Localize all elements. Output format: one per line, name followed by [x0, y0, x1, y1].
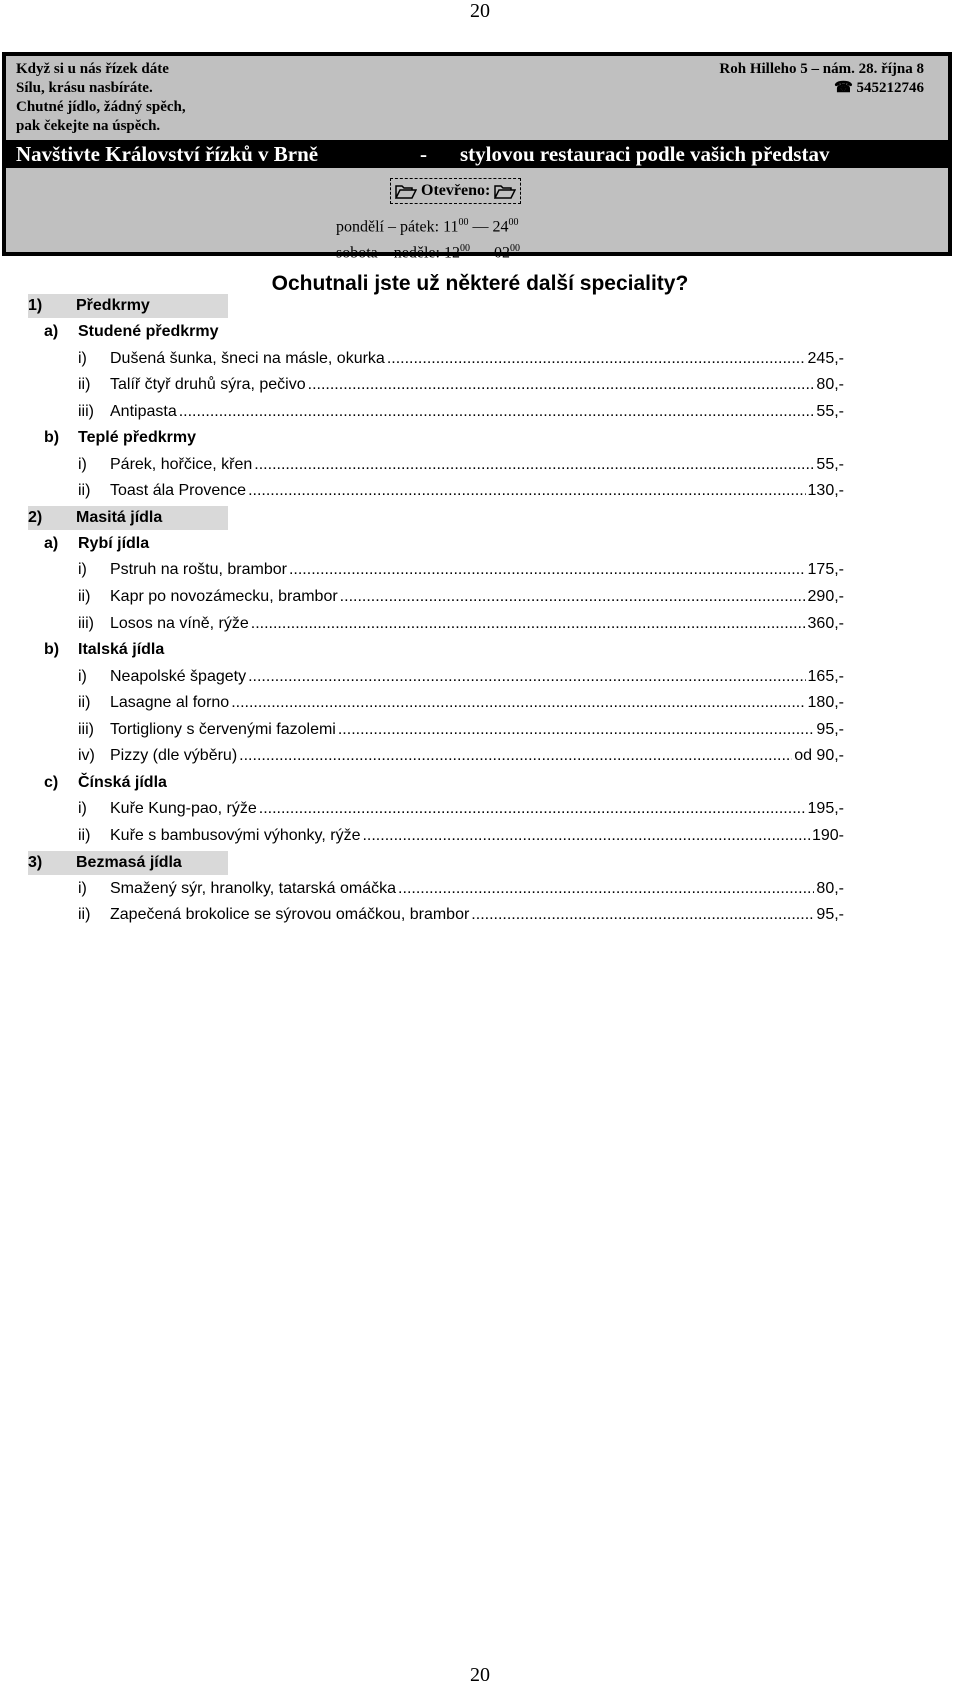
weekend-label: sobota – neděle: 12 [336, 244, 460, 262]
item-price: 80,- [816, 880, 844, 897]
menu-item [78, 479, 844, 503]
section-heading [28, 851, 228, 875]
item-name: Neapolské špagety [110, 668, 247, 685]
opening-hours [336, 212, 520, 265]
item-number: i) [78, 456, 87, 473]
item-number: ii) [78, 376, 91, 393]
leader-dots [387, 347, 806, 371]
opened-text: Otevřeno: [421, 182, 491, 199]
item-number: i) [78, 880, 87, 897]
weekday-open-minutes: 00 [458, 217, 469, 228]
item-number: ii) [78, 588, 91, 605]
item-price: 165,- [807, 668, 844, 685]
subsection-heading [44, 771, 167, 795]
leader-dots [338, 718, 815, 742]
section-heading [28, 506, 228, 530]
slogan-line: Sílu, krásu nasbíráte. [16, 80, 153, 96]
item-price: 195,- [807, 800, 844, 817]
weekday-label: pondělí – pátek: 11 [336, 218, 459, 236]
weekday-hours [336, 212, 520, 238]
menu-item [78, 453, 844, 477]
menu-item [78, 373, 844, 397]
menu-item [78, 558, 844, 582]
subsection-label: Studené předkrmy [78, 323, 219, 340]
leader-dots [239, 744, 792, 768]
item-number: i) [78, 668, 87, 685]
address: Roh Hilleho 5 – nám. 28. října 8 [719, 61, 924, 77]
subsection-heading [44, 532, 149, 556]
menu-item [78, 347, 844, 371]
subsection-number: b) [44, 429, 60, 446]
item-price: 55,- [816, 456, 844, 473]
slogan-line: Když si u nás řízek dáte [16, 61, 169, 77]
leader-dots [398, 877, 814, 901]
band-right-text: stylovou restauraci podle vašich představ [460, 142, 830, 166]
leader-dots [340, 585, 806, 609]
item-price: 360,- [807, 615, 844, 632]
leader-dots [259, 797, 806, 821]
section-number: 3) [28, 854, 43, 871]
section-heading [28, 294, 228, 318]
item-name: Pizzy (dle výběru) [110, 747, 238, 764]
subsection-number: b) [44, 641, 60, 658]
opening-hours-label [390, 178, 521, 204]
menu-item [78, 903, 844, 927]
subsection-label: Rybí jídla [78, 535, 150, 552]
item-name: Zapečená brokolice se sýrovou omáčkou, brambor [110, 906, 470, 923]
leader-dots [179, 400, 815, 424]
phone-number: ☎ 545212746 [834, 80, 924, 96]
leader-dots [308, 373, 815, 397]
item-name: Losos na víně, rýže [110, 615, 249, 632]
restaurant-header [2, 52, 952, 262]
weekday-close-hour: — 24 [468, 218, 509, 236]
menu-item [78, 877, 844, 901]
leader-dots [362, 824, 810, 848]
open-folder-icon [395, 183, 417, 199]
invitation-band [6, 140, 948, 168]
menu-item [78, 691, 844, 715]
contact [719, 60, 924, 98]
item-name: Tortigliony s červenými fazolemi [110, 721, 336, 738]
item-number: ii) [78, 827, 91, 844]
item-number: i) [78, 350, 87, 367]
item-name: Smažený sýr, hranolky, tatarská omáčka [110, 880, 397, 897]
item-price: 95,- [816, 906, 844, 923]
item-name: Toast ála Provence [110, 482, 247, 499]
subsection-heading [44, 320, 218, 344]
leader-dots [471, 903, 814, 927]
page-number-top: 20 [470, 0, 490, 22]
band-left-text: Navštivte Království řízků v Brně [16, 142, 319, 166]
leader-dots [251, 612, 806, 636]
leader-dots [254, 453, 814, 477]
subsection-label: Italská jídla [78, 641, 165, 658]
item-number: i) [78, 561, 87, 578]
subsection-label: Čínská jídla [78, 774, 167, 791]
subsection-heading [44, 426, 196, 450]
item-price: od 90,- [794, 747, 844, 764]
item-price: 55,- [816, 403, 844, 420]
item-name: Lasagne al forno [110, 694, 230, 711]
item-price: 290,- [807, 588, 844, 605]
weekend-close-hour: — 02 [469, 244, 510, 262]
item-number: iii) [78, 615, 94, 632]
subsection-heading [44, 638, 164, 662]
leader-dots [248, 665, 805, 689]
menu-item [78, 718, 844, 742]
subsection-number: c) [44, 774, 59, 791]
item-name: Dušená šunka, šneci na másle, okurka [110, 350, 385, 367]
subsection-label: Teplé předkrmy [78, 429, 196, 446]
menu-title: Ochutnali jste už některé další speciality? [271, 272, 689, 295]
item-name: Talíř čtyř druhů sýra, pečivo [110, 376, 306, 393]
section-label: Bezmasá jídla [76, 854, 182, 871]
weekday-close-minutes: 00 [508, 217, 519, 228]
subsection-number: a) [44, 535, 59, 552]
item-name: Kuře s bambusovými výhonky, rýže [110, 827, 361, 844]
item-name: Kuře Kung-pao, rýže [110, 800, 257, 817]
item-name: Antipasta [110, 403, 177, 420]
weekend-hours [336, 238, 520, 264]
item-number: iii) [78, 403, 94, 420]
item-number: iii) [78, 721, 94, 738]
leader-dots [248, 479, 805, 503]
menu-item [78, 585, 844, 609]
menu-item [78, 400, 844, 424]
weekend-open-minutes: 00 [459, 243, 470, 255]
page-number-bottom: 20 [470, 1664, 490, 1686]
menu-item [78, 744, 844, 768]
open-folder-icon [494, 183, 516, 199]
item-number: ii) [78, 694, 91, 711]
item-price: 95,- [816, 721, 844, 738]
leader-dots [231, 691, 805, 715]
slogan-line: Chutné jídlo, žádný spěch, [16, 99, 186, 115]
weekend-close-minutes: 00 [509, 243, 520, 255]
item-number: iv) [78, 747, 95, 764]
section-number: 2) [28, 509, 43, 526]
menu-item [78, 824, 844, 848]
item-number: ii) [78, 906, 91, 923]
item-name: Pstruh na roštu, brambor [110, 561, 287, 578]
subsection-number: a) [44, 323, 59, 340]
item-price: 190- [811, 827, 844, 844]
leader-dots [289, 558, 806, 582]
section-label: Masitá jídla [76, 509, 163, 526]
item-price: 130,- [807, 482, 844, 499]
section-number: 1) [28, 297, 43, 314]
item-number: ii) [78, 482, 91, 499]
item-name: Párek, hořčice, křen [110, 456, 253, 473]
item-price: 175,- [807, 561, 844, 578]
slogan-line: pak čekejte na úspěch. [16, 118, 161, 134]
menu-item [78, 612, 844, 636]
item-price: 245,- [807, 350, 844, 367]
item-name: Kapr po novozámecku, brambor [110, 588, 338, 605]
item-number: i) [78, 800, 87, 817]
section-label: Předkrmy [76, 297, 150, 314]
menu-item [78, 797, 844, 821]
menu-item [78, 665, 844, 689]
slogan [16, 60, 186, 136]
band-dash: - [420, 142, 427, 166]
item-price: 80,- [816, 376, 844, 393]
item-price: 180,- [807, 694, 844, 711]
